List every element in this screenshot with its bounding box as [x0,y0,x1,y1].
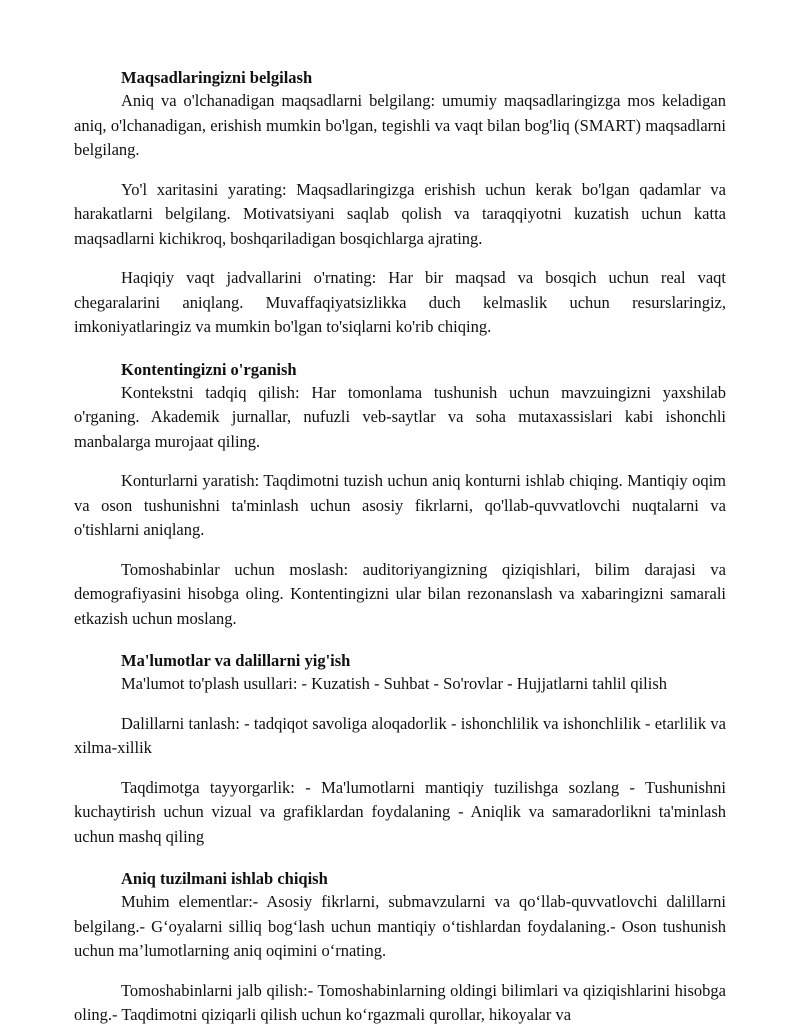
paragraph: Taqdimotga tayyorgarlik: - Ma'lumotlarni mantiqiy tuzilishga sozlang - Tushunishni kuchaytirish uchun vizual va grafiklardan foydalaning - Aniqlik va samaradorlikni ta'minlash uchun mashq qiling [74,777,726,846]
section-heading: Ma'lumotlar va dalillarni yig'ish [121,651,351,670]
section-heading: Kontentingizni o'rganish [121,359,297,379]
paragraph: Dalillarni tanlash: - tadqiqot savoliga aloqadorlik - ishonchlilik va ishonchlilik - etarlilik va xilma-xillik [74,713,726,757]
paragraph: Kontekstni tadqiq qilish: Har tomonlama tushunish uchun mavzuingizni yaxshilab o'rganing. Akademik jurnallar, nufuzli veb-saytlar va soha mutaxassislari kabi ishonchli manbalarga murojaat qiling. [74,382,726,451]
paragraph: Muhim elementlar:- Asosiy fikrlarni, submavzularni va qo‘llab-quvvatlovchi dalillarni belgilang.- G‘oyalarni silliq bog‘lash uchun mantiqiy o‘tishlardan foydalaning.- Oson tushunish uchun ma’lumotlarning aniq oqimini o‘rnating. [74,892,726,960]
section-data-evidence [74,649,726,849]
section-heading: Maqsadlaringizni belgilash [121,68,313,87]
paragraph: Haqiqiy vaqt jadvallarini o'rnating: Har bir maqsad va bosqich uchun real vaqt chegaralarini aniqlang. Muvaffaqiyatsizlikka duch kelmaslik uchun resurslaringiz, imkoniyatlaringiz va mumkin bo'lgan to'siqlarni ko'rib chiqing. [74,268,726,336]
paragraph: Aniq va o'lchanadigan maqsadlarni belgilang: umumiy maqsadlaringizga mos keladigan aniq, o'lchanadigan, erishish mumkin bo'lgan, tegishli va vaqt bilan bog'liq (SMART) maqsadlarni belgilang. [74,91,726,159]
section-heading: Aniq tuzilmani ishlab chiqish [121,869,328,888]
paragraph: Konturlarni yaratish: Taqdimotni tuzish uchun aniq konturni ishlab chiqing. Mantiqiy oqim va oson tushunishni ta'minlash uchun asosiy fikrlarni, qo'llab-quvvatlovchi nuqtalarni va o'tishlarni aniqlang. [74,471,726,539]
section-goals [74,66,726,340]
section-content-research [74,358,726,632]
document-page [74,66,726,1028]
paragraph: Yo'l xaritasini yarating: Maqsadlaringizga erishish uchun kerak bo'lgan qadamlar va harakatlarni belgilang. Motivatsiyani saqlab qolish va taraqqiyotni kuzatish uchun katta maqsadlarni kichikroq, boshqariladigan bosqichlarga ajrating. [74,179,726,248]
paragraph: Tomoshabinlar uchun moslash: auditoriyangizning qiziqishlari, bilim darajasi va demografiyasini hisobga oling. Kontentingizni ular bilan rezonanslash va xabaringizni samarali etkazish uchun moslang. [74,559,726,628]
section-structure [74,867,726,1028]
paragraph: Ma'lumot to'plash usullari: - Kuzatish - Suhbat - So'rovlar - Hujjatlarni tahlil qilish [121,674,668,693]
paragraph: Tomoshabinlarni jalb qilish:- Tomoshabinlarning oldingi bilimlari va qiziqishlarini hisobga oling.- Taqdimotni qiziqarli qilish uchun ko‘rgazmali qurollar, hikoyalar va [74,980,726,1024]
